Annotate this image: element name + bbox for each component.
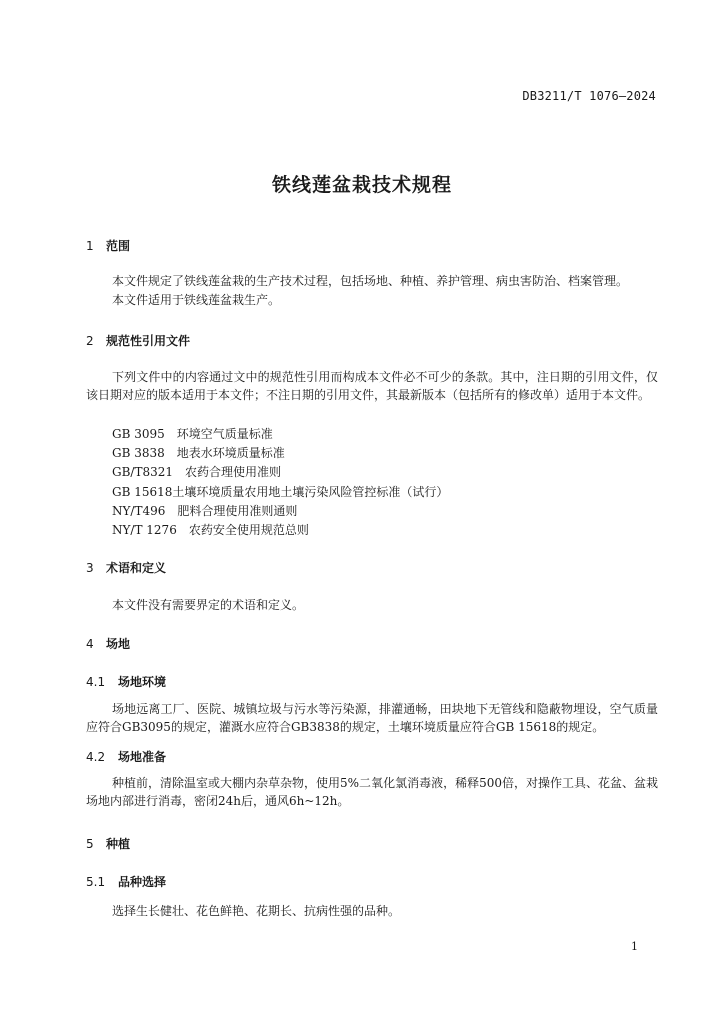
section-4-2-heading <box>86 748 166 765</box>
section-title: 种植 <box>106 837 131 851</box>
section-title: 场地 <box>106 637 131 651</box>
section-4-1-paragraph-1: 场地远离工厂、医院、城镇垃圾与污水等污染源，排灌通畅，田块地下无管线和隐蔽物埋设，空气质量应符合GB3095的规定，灌溉水应符合GB3838的规定，土壤环境质量应符合GB 15618的规定。 <box>86 702 658 734</box>
document-code: DB3211/T 1076—2024 <box>522 89 656 103</box>
reference-item: NY/T496 肥料合理使用准则通则 <box>112 504 298 518</box>
section-3-heading <box>86 559 166 576</box>
section-5-1-heading <box>86 873 166 890</box>
section-1-heading <box>86 237 130 254</box>
section-number: 1 <box>86 239 94 253</box>
page-number: 1 <box>631 940 638 953</box>
section-2-paragraph-1: 下列文件中的内容通过文中的规范性引用而构成本文件必不可少的条款。其中，注日期的引用文件，仅该日期对应的版本适用于本文件；不注日期的引用文件，其最新版本（包括所有的修改单）适用于本文件。 <box>86 370 658 402</box>
section-3-paragraph-1: 本文件没有需要界定的术语和定义。 <box>112 598 305 612</box>
section-2-heading <box>86 332 190 349</box>
section-1-paragraph-1: 本文件规定了铁线莲盆栽的生产技术过程，包括场地、种植、养护管理、病虫害防治、档案管理。 <box>112 274 629 288</box>
reference-item: GB 3838 地表水环境质量标准 <box>112 446 285 460</box>
section-5-heading <box>86 835 130 852</box>
reference-item: NY/T 1276 农药安全使用规范总则 <box>112 523 309 537</box>
section-title: 规范性引用文件 <box>106 334 191 348</box>
section-title: 品种选择 <box>118 875 167 889</box>
section-number: 3 <box>86 561 94 575</box>
document-title: 铁线莲盆栽技术规程 <box>271 174 452 196</box>
section-title: 场地环境 <box>118 675 167 689</box>
section-number: 5 <box>86 837 94 851</box>
section-1-paragraph-2: 本文件适用于铁线莲盆栽生产。 <box>112 293 281 307</box>
reference-item: GB 15618土壤环境质量农用地土壤污染风险管控标准（试行） <box>112 485 449 499</box>
reference-item: GB/T8321 农药合理使用准则 <box>112 465 281 479</box>
reference-item: GB 3095 环境空气质量标准 <box>112 427 273 441</box>
section-title: 范围 <box>106 239 131 253</box>
section-number: 2 <box>86 334 94 348</box>
section-number: 4.2 <box>86 750 106 764</box>
section-4-2-paragraph-1: 种植前，清除温室或大棚内杂草杂物，使用5%二氧化氯消毒液，稀释500倍，对操作工具、花盆、盆栽场地内部进行消毒，密闭24h后，通风6h~12h。 <box>86 776 658 808</box>
section-4-1-heading <box>86 673 166 690</box>
section-title: 场地准备 <box>118 750 167 764</box>
section-number: 5.1 <box>86 875 106 889</box>
section-number: 4.1 <box>86 675 106 689</box>
section-5-1-paragraph-1: 选择生长健壮、花色鲜艳、花期长、抗病性强的品种。 <box>112 904 401 918</box>
section-title: 术语和定义 <box>106 561 167 575</box>
section-number: 4 <box>86 637 94 651</box>
section-4-heading <box>86 635 130 652</box>
